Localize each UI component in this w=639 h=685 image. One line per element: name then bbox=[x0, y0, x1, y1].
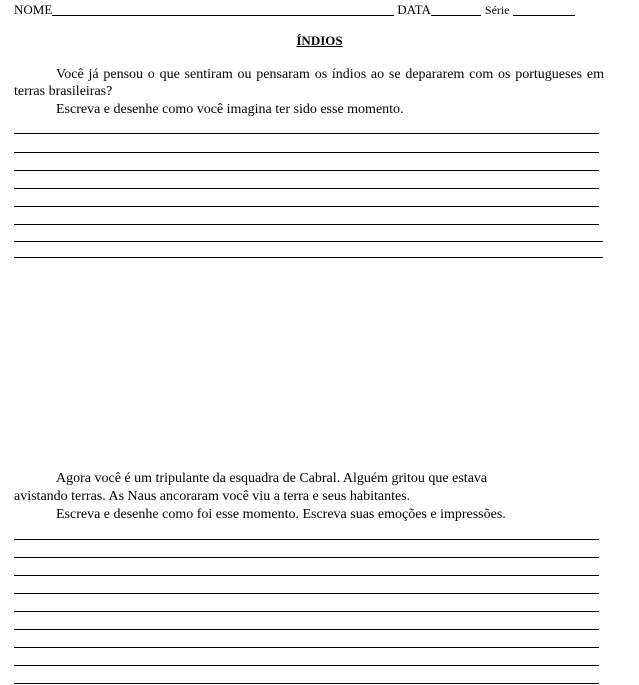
writing-line[interactable] bbox=[14, 206, 599, 207]
data-label: DATA bbox=[397, 2, 431, 17]
page-title: ÍNDIOS bbox=[296, 33, 343, 48]
section1-instruction: Escreva e desenhe como você imagina ter sido esse momento. bbox=[56, 102, 404, 117]
writing-line[interactable] bbox=[14, 575, 599, 576]
writing-line[interactable] bbox=[14, 257, 603, 258]
writing-line[interactable] bbox=[14, 170, 599, 171]
writing-line[interactable] bbox=[14, 611, 599, 612]
serie-label: Série bbox=[484, 3, 510, 17]
writing-line[interactable] bbox=[14, 152, 599, 153]
writing-line[interactable] bbox=[14, 665, 599, 666]
drawing-area[interactable] bbox=[14, 262, 603, 462]
writing-line[interactable] bbox=[14, 241, 603, 242]
header bbox=[14, 2, 577, 18]
writing-line[interactable] bbox=[14, 647, 599, 648]
section1-paragraph: Você já pensou o que sentiram ou pensaram os índios ao se depararem com os portugueses em terras brasileiras? bbox=[14, 67, 604, 99]
writing-line[interactable] bbox=[14, 683, 599, 684]
writing-line[interactable] bbox=[14, 133, 599, 134]
data-blank[interactable] bbox=[431, 4, 481, 16]
section2-instruction: Escreva e desenhe como foi esse momento. Escreva suas emoções e impressões. bbox=[56, 507, 506, 522]
nome-blank[interactable] bbox=[52, 4, 394, 16]
writing-line[interactable] bbox=[14, 539, 599, 540]
section2-paragraph-line1: Agora você é um tripulante da esquadra de Cabral. Alguém gritou que estava bbox=[56, 471, 488, 486]
writing-line[interactable] bbox=[14, 557, 599, 558]
writing-line[interactable] bbox=[14, 629, 599, 630]
serie-blank[interactable] bbox=[513, 4, 575, 16]
writing-line[interactable] bbox=[14, 224, 599, 225]
section2-paragraph-line2: avistando terras. As Naus ancoraram você viu a terra e seus habitantes. bbox=[14, 489, 411, 504]
writing-line[interactable] bbox=[14, 593, 599, 594]
writing-line[interactable] bbox=[14, 188, 599, 189]
nome-label: NOME bbox=[14, 2, 53, 17]
